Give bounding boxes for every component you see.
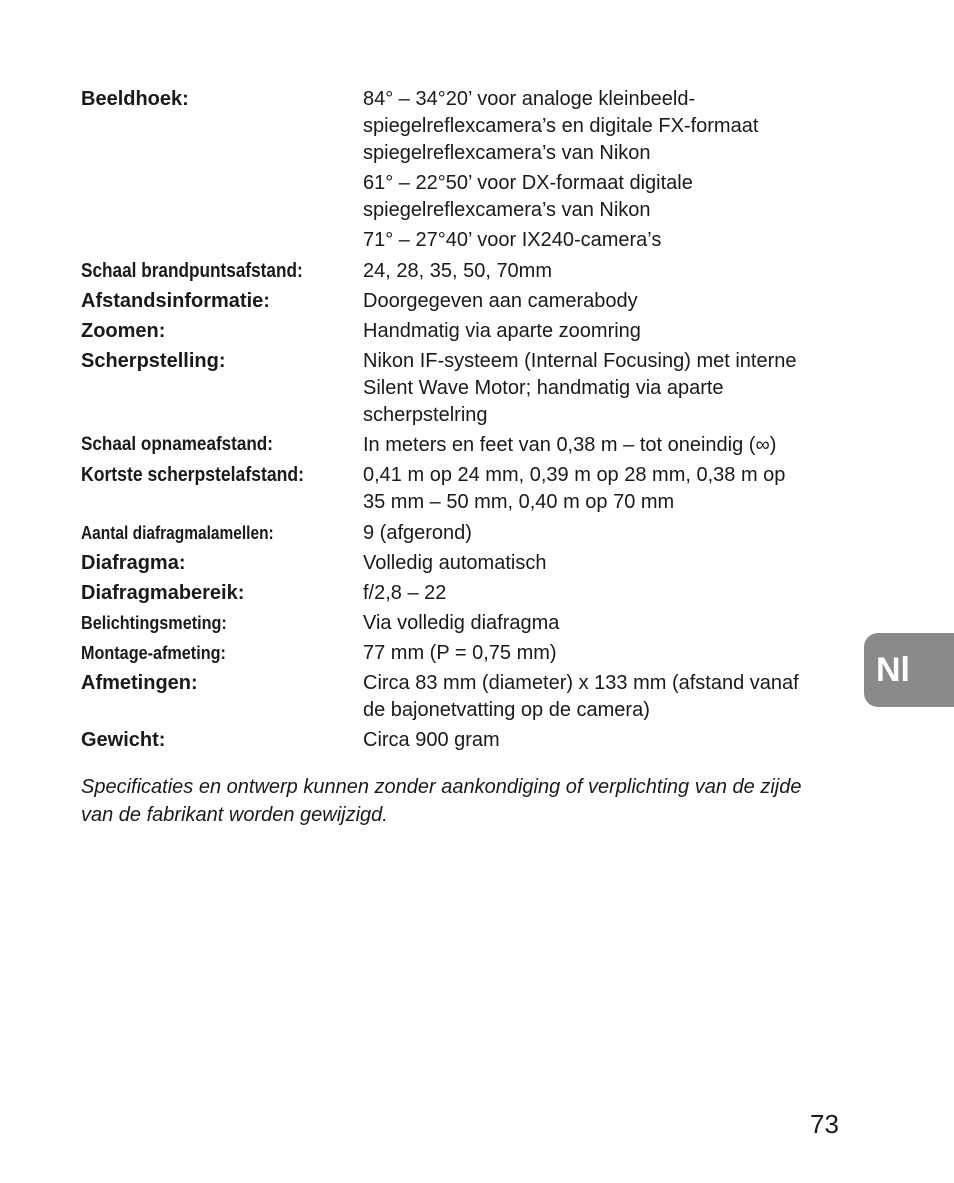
spec-value-line: f/2,8 – 22	[363, 582, 447, 604]
spec-value-line: Silent Wave Motor; handmatig via aparte	[363, 377, 724, 399]
spec-value	[363, 317, 843, 345]
spec-label: Gewicht:	[81, 729, 166, 751]
spec-value	[363, 431, 843, 459]
spec-value	[363, 726, 843, 754]
spec-value	[363, 669, 843, 724]
footnote-line: Specificaties en ontwerp kunnen zonder aankondiging of verplichting van de zijde	[81, 776, 802, 798]
spec-value-line: 71° – 27°40’ voor IX240-camera’s	[363, 229, 662, 251]
spec-value-line: Handmatig via aparte zoomring	[363, 320, 641, 342]
spec-value	[363, 549, 843, 577]
spec-value	[363, 639, 843, 667]
spec-value-line: 84° – 34°20’ voor analoge kleinbeeld-	[363, 88, 696, 110]
spec-value-line: 77 mm (P = 0,75 mm)	[363, 642, 557, 664]
spec-value-line: In meters en feet van 0,38 m – tot oneindig (∞)	[363, 434, 777, 456]
spec-value-line: spiegelreflexcamera’s van Nikon	[363, 199, 651, 221]
spec-label: Aantal diafragmalamellen:	[81, 523, 274, 543]
spec-label: Beeldhoek:	[81, 88, 189, 110]
spec-value-line: 9 (afgerond)	[363, 522, 472, 544]
page-number: 73	[810, 1109, 839, 1139]
spec-label: Diafragma:	[81, 552, 186, 574]
spec-value-line: spiegelreflexcamera’s van Nikon	[363, 142, 651, 164]
spec-value-line: Doorgegeven aan camerabody	[363, 290, 638, 312]
spec-label: Schaal opnameafstand:	[81, 434, 273, 455]
spec-value-line: Via volledig diafragma	[363, 612, 560, 634]
footnote-line: van de fabrikant worden gewijzigd.	[81, 804, 388, 826]
spec-value-line: 35 mm – 50 mm, 0,40 m op 70 mm	[363, 491, 675, 513]
spec-value-line: Volledig automatisch	[363, 552, 547, 574]
spec-value-line: Nikon IF-systeem (Internal Focusing) met interne	[363, 350, 797, 372]
spec-label: Zoomen:	[81, 320, 166, 342]
spec-value-line: 0,41 m op 24 mm, 0,39 m op 28 mm, 0,38 m op	[363, 464, 786, 486]
spec-value-line: 24, 28, 35, 50, 70mm	[363, 260, 553, 282]
spec-value-line: 61° – 22°50’ voor DX-formaat digitale	[363, 172, 693, 194]
spec-label: Schaal brandpuntsafstand:	[81, 260, 303, 282]
spec-value	[363, 347, 843, 429]
spec-value	[363, 609, 843, 637]
spec-value	[363, 287, 843, 315]
spec-label: Afmetingen:	[81, 672, 198, 694]
footnote	[81, 773, 861, 829]
spec-value	[363, 461, 843, 516]
spec-value-line: Circa 83 mm (diameter) x 133 mm (afstand vanaf	[363, 672, 799, 694]
spec-value	[363, 579, 843, 607]
spec-label: Diafragmabereik:	[81, 582, 245, 604]
spec-value	[363, 257, 843, 285]
spec-label: Afstandsinformatie:	[81, 290, 270, 312]
spec-value-line: scherpstelring	[363, 404, 488, 426]
spec-label: Scherpstelling:	[81, 350, 226, 372]
spec-label: Belichtingsmeting:	[81, 613, 227, 633]
language-tab: Nl	[864, 633, 954, 707]
spec-value-line: de bajonetvatting op de camera)	[363, 699, 650, 721]
spec-value-line: Circa 900 gram	[363, 729, 500, 751]
spec-label: Montage-afmeting:	[81, 643, 226, 663]
spec-value-line: spiegelreflexcamera’s en digitale FX-formaat	[363, 115, 759, 137]
spec-value	[363, 85, 843, 254]
spec-value	[363, 519, 843, 547]
spec-label: Kortste scherpstelafstand:	[81, 464, 304, 486]
